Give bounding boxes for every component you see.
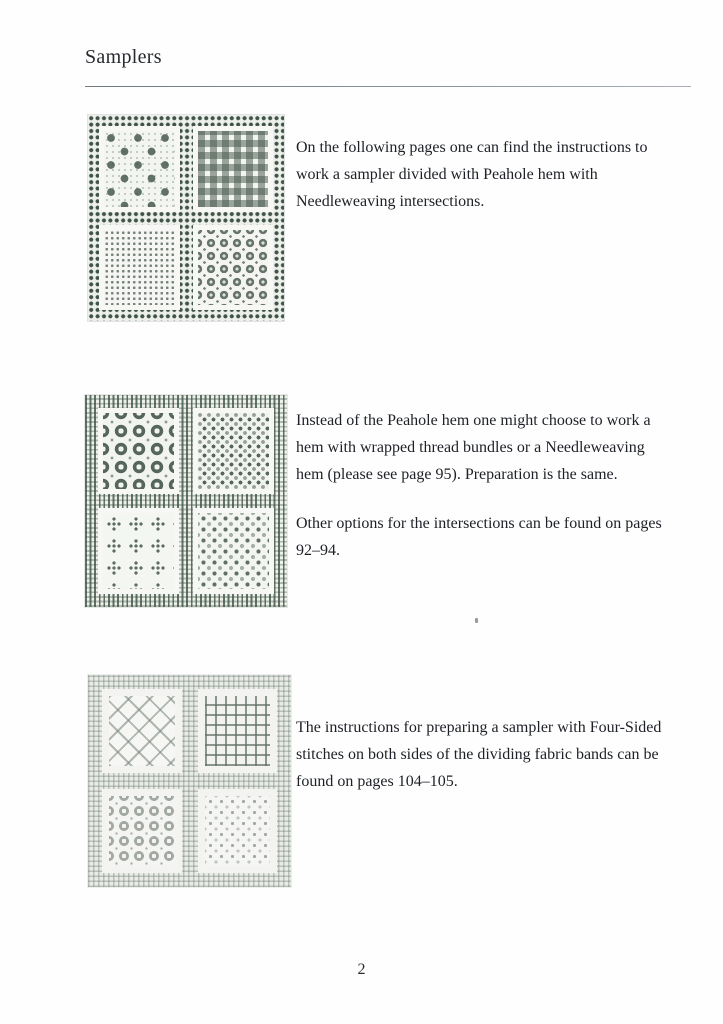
text-line: Instead of the Peahole hem one might choose to work a	[296, 412, 651, 429]
text-line: Needleweaving intersections.	[296, 193, 485, 210]
sampler-quadrant-square-rings	[193, 225, 274, 311]
text-line: hem (please see page 95). Preparation is the same.	[296, 466, 618, 483]
text-line: The instructions for preparing a sampler with Four-Sided	[296, 719, 662, 736]
sampler-quadrant-fine-dots	[99, 225, 180, 311]
sampler-photo-peahole-hem	[88, 115, 284, 321]
paragraph	[296, 407, 710, 488]
sampler-quadrant-diagonal-dots	[198, 789, 278, 873]
sampler-quadrant-block-grid	[193, 126, 274, 212]
text-line: hem with wrapped thread bundles or a Needleweaving	[296, 439, 645, 456]
title-divider	[85, 86, 691, 87]
sampler-photo-four-sided-stitch	[88, 675, 291, 887]
text-line: found on pages 104–105.	[296, 773, 458, 790]
section-text-peahole	[296, 134, 710, 215]
sampler-photo-wrapped-bundle-hem	[85, 395, 287, 607]
paragraph	[296, 510, 710, 564]
text-line: On the following pages one can find the instructions to	[296, 139, 648, 156]
text-line: 92–94.	[296, 542, 340, 559]
sampler-quadrant-checker-dots	[193, 508, 274, 594]
text-line: stitches on both sides of the dividing fabric bands can be	[296, 746, 659, 763]
sampler-quadrant-fine-grid	[198, 689, 278, 773]
text-line: Other options for the intersections can be found on pages	[296, 515, 662, 532]
sampler-quadrant-plus-motifs	[98, 508, 179, 594]
page-number: 2	[357, 961, 366, 978]
text-line: work a sampler divided with Peahole hem with	[296, 166, 598, 183]
scan-speck	[475, 618, 478, 623]
sampler-quadrant-diamond-motifs	[99, 126, 180, 212]
page-title: Samplers	[85, 46, 162, 68]
section-text-four-sided	[296, 714, 710, 795]
sampler-quadrant-square-motifs	[102, 789, 182, 873]
sampler-quadrant-ring-grid	[98, 408, 179, 494]
paragraph	[296, 134, 710, 215]
paragraph	[296, 714, 710, 795]
sampler-quadrant-dense-diamonds	[193, 408, 274, 494]
section-text-wrapped-bundles	[296, 407, 710, 564]
sampler-quadrant-lattice	[102, 689, 182, 773]
